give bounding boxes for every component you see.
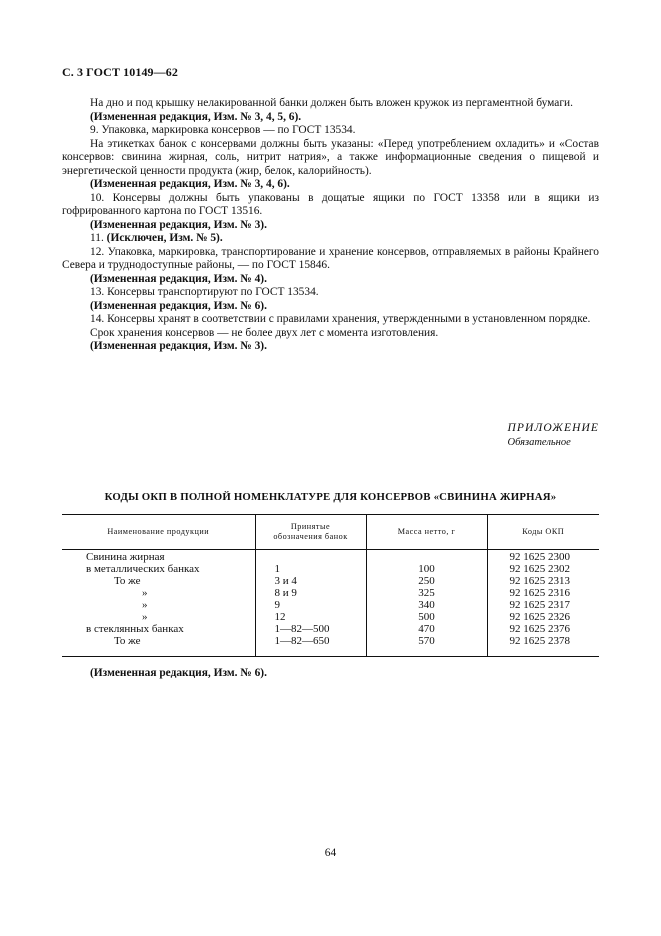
paragraph: На этикетках банок с консервами должны быть указаны: «Перед употреблением охладить» и «Состав консервов: свинина жирная, соль, нитрит натрия», а также информационные сведения о пищевой и энергетической ценности продукта (жир, белок, калорийность). bbox=[62, 137, 599, 177]
cell-cans bbox=[255, 550, 366, 564]
amendment-note: (Измененная редакция, Изм. № 4). bbox=[90, 272, 267, 285]
column-header-okp: Коды ОКП bbox=[487, 515, 599, 550]
cell-okp: 92 1625 2316 bbox=[487, 587, 599, 599]
amendment-note: (Измененная редакция, Изм. № 6). bbox=[90, 299, 267, 312]
cell-okp: 92 1625 2313 bbox=[487, 575, 599, 587]
paragraph: 13. Консервы транспортируют по ГОСТ 13534. bbox=[90, 286, 319, 298]
column-header-product: Наименование продукции bbox=[62, 515, 255, 550]
table-row bbox=[62, 623, 599, 635]
cell-mass: 570 bbox=[366, 635, 487, 657]
cell-product: » bbox=[142, 599, 148, 611]
table-row bbox=[62, 611, 599, 623]
table-row bbox=[62, 575, 599, 587]
cell-mass bbox=[366, 550, 487, 564]
amendment-note: (Измененная редакция, Изм. № 3, 4, 5, 6). bbox=[90, 110, 302, 123]
cell-cans: 9 bbox=[255, 599, 366, 611]
table-title: КОДЫ ОКП В ПОЛНОЙ НОМЕНКЛАТУРЕ ДЛЯ КОНСЕРВОВ «СВИНИНА ЖИРНАЯ» bbox=[104, 491, 557, 503]
cell-cans: 1—82—650 bbox=[255, 635, 366, 657]
appendix-subtitle: Обязательное bbox=[507, 436, 571, 448]
cell-product: » bbox=[142, 611, 148, 623]
cell-okp: 92 1625 2302 bbox=[487, 563, 599, 575]
paragraph: 12. Упаковка, маркировка, транспортирование и хранение консервов, отправляемых в районы Крайнего Севера и труднодоступные районы, — по ГОСТ 15846. bbox=[62, 245, 599, 271]
paragraph: 10. Консервы должны быть упакованы в дощатые ящики по ГОСТ 13358 или в ящики из гофрированного картона по ГОСТ 13516. bbox=[62, 191, 599, 217]
cell-okp: 92 1625 2300 bbox=[487, 550, 599, 564]
table-row bbox=[62, 563, 599, 575]
paragraph: 9. Упаковка, маркировка консервов — по ГОСТ 13534. bbox=[90, 124, 356, 136]
cell-mass: 500 bbox=[366, 611, 487, 623]
cell-cans: 3 и 4 bbox=[255, 575, 366, 587]
paragraph: Срок хранения консервов — не более двух лет с момента изготовления. bbox=[90, 326, 439, 339]
cell-product: в металлических банках bbox=[86, 563, 200, 575]
table-row bbox=[62, 587, 599, 599]
amendment-note: (Измененная редакция, Изм. № 3). bbox=[90, 340, 267, 352]
cell-okp: 92 1625 2326 bbox=[487, 611, 599, 623]
cell-okp: 92 1625 2317 bbox=[487, 599, 599, 611]
amendment-note: (Измененная редакция, Изм. № 3). bbox=[90, 218, 267, 231]
cell-okp: 92 1625 2378 bbox=[487, 635, 599, 657]
cell-product: То же bbox=[114, 575, 141, 587]
cell-okp: 92 1625 2376 bbox=[487, 623, 599, 635]
cell-cans: 12 bbox=[255, 611, 366, 623]
okp-codes-table bbox=[62, 514, 599, 657]
cell-mass: 325 bbox=[366, 587, 487, 599]
cell-product: Свинина жирная bbox=[86, 551, 165, 563]
column-header-mass: Масса нетто, г bbox=[366, 515, 487, 550]
appendix-title: ПРИЛОЖЕНИЕ bbox=[507, 422, 599, 434]
cell-product: в стеклянных банках bbox=[86, 623, 184, 635]
cell-cans: 1—82—500 bbox=[255, 623, 366, 635]
cell-mass: 340 bbox=[366, 599, 487, 611]
cell-cans: 8 и 9 bbox=[255, 587, 366, 599]
table-row bbox=[62, 550, 599, 564]
table-row bbox=[62, 635, 599, 657]
table-header-row bbox=[62, 515, 599, 550]
page-header: С. 3 ГОСТ 10149—62 bbox=[62, 65, 178, 79]
column-header-cans: Принятые обозначения банок bbox=[255, 515, 366, 550]
cell-mass: 470 bbox=[366, 623, 487, 635]
paragraph-excluded bbox=[62, 232, 599, 246]
cell-mass: 250 bbox=[366, 575, 487, 587]
page-number: 64 bbox=[324, 847, 337, 859]
cell-product: То же bbox=[114, 635, 141, 647]
amendment-note-footer: (Измененная редакция, Изм. № 6). bbox=[90, 667, 267, 679]
appendix-label bbox=[508, 422, 599, 449]
cell-product: » bbox=[142, 587, 148, 599]
paragraph: 14. Консервы хранят в соответствии с правилами хранения, утвержденными в установленном порядке. bbox=[90, 313, 591, 325]
paragraph-number: 11. bbox=[90, 232, 107, 244]
cell-cans: 1 bbox=[255, 563, 366, 575]
cell-mass: 100 bbox=[366, 563, 487, 575]
table-row bbox=[62, 599, 599, 611]
paragraph: На дно и под крышку нелакированной банки должен быть вложен кружок из пергаментной бумаги. bbox=[90, 97, 573, 109]
excluded-note: (Исключен, Изм. № 5). bbox=[106, 232, 223, 244]
body-text bbox=[62, 97, 599, 354]
amendment-note: (Измененная редакция, Изм. № 3, 4, 6). bbox=[90, 178, 290, 190]
